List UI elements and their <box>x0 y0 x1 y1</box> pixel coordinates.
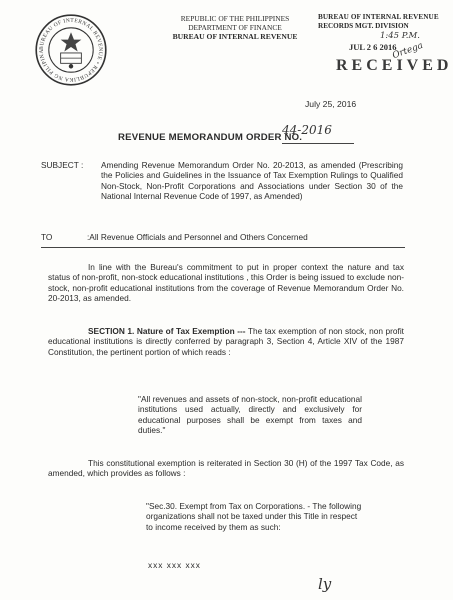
subject-text: Amending Revenue Memorandum Order No. 20-2013, as amended (Prescribing the Policies and Guidelines in the Issuance of Tax Exemption Rulings to Qualified Non-Stock, Non-Profit Corporations and Associations under Section 30 of the National Internal Revenue Code of 1997, as Amended) <box>101 160 403 202</box>
reiteration-paragraph: This constitutional exemption is reiterated in Section 30 (H) of the 1997 Tax Code, as amended, which provides as follows : <box>48 458 404 479</box>
order-title: REVENUE MEMORANDUM ORDER NO. <box>118 132 303 143</box>
order-number: 44-2016 <box>282 123 332 137</box>
to-text: :All Revenue Officials and Personnel and Others Concerned <box>87 232 308 242</box>
letterhead <box>150 14 320 41</box>
section-1-heading: SECTION 1. Nature of Tax Exemption --- <box>88 326 246 336</box>
stamp-time: 1:45 P.M. <box>380 31 420 41</box>
to-label: TO <box>41 232 53 242</box>
stamp-date: JUL 2 6 2016 <box>349 42 397 52</box>
section-1-paragraph <box>48 326 404 357</box>
letterhead-line-agency: BUREAU OF INTERNAL REVENUE <box>172 32 298 41</box>
letterhead-line-department: DEPARTMENT OF FINANCE <box>188 23 282 32</box>
handwritten-initial: ly <box>318 575 332 593</box>
stamp-division: RECORDS MGT. DIVISION <box>318 22 409 30</box>
letterhead-line-country: REPUBLIC OF THE PHILIPPINES <box>180 14 290 23</box>
divider <box>41 247 405 248</box>
ellipsis-marker: xxx xxx xxx <box>148 560 201 570</box>
tax-code-quote: "Sec.30. Exempt from Tax on Corporations. - The following organizations shall not be taxed under this Title in respect to income received by them as such: <box>146 501 362 532</box>
subject-label: SUBJECT : <box>41 160 84 170</box>
order-number-underline <box>282 143 354 144</box>
seal-ring-text: BUREAU OF INTERNAL REVENUE • REPUBLIKA NG PILIPINA <box>38 17 104 83</box>
stamp-agency: BUREAU OF INTERNAL REVENUE <box>318 13 439 21</box>
intro-paragraph: In line with the Bureau's commitment to put in proper context the nature and tax status of non-profit, non-stock educational institutions , this Order is being issued to exclude non-stock, non-profit educational institutions from the coverage of Revenue Memorandum Order No. 20-2013, as amended. <box>48 262 404 304</box>
document-date: July 25, 2016 <box>305 99 357 109</box>
section-1-text: The tax exemption of non stock, non profit educational institutions is directly conferred by paragraph 3, Section 4, Article XIV of the 1987 Constitution, the pertinent portion of which reads : <box>48 326 404 357</box>
stamp-signature: Ortega <box>391 40 425 62</box>
bir-seal-icon <box>34 13 108 87</box>
stamp-received: RECEIVED <box>336 57 453 74</box>
constitution-quote: "All revenues and assets of non-stock, non-profit educational institutions used actually, directly and exclusively for educational purposes shall be exempt from taxes and duties." <box>138 394 362 436</box>
